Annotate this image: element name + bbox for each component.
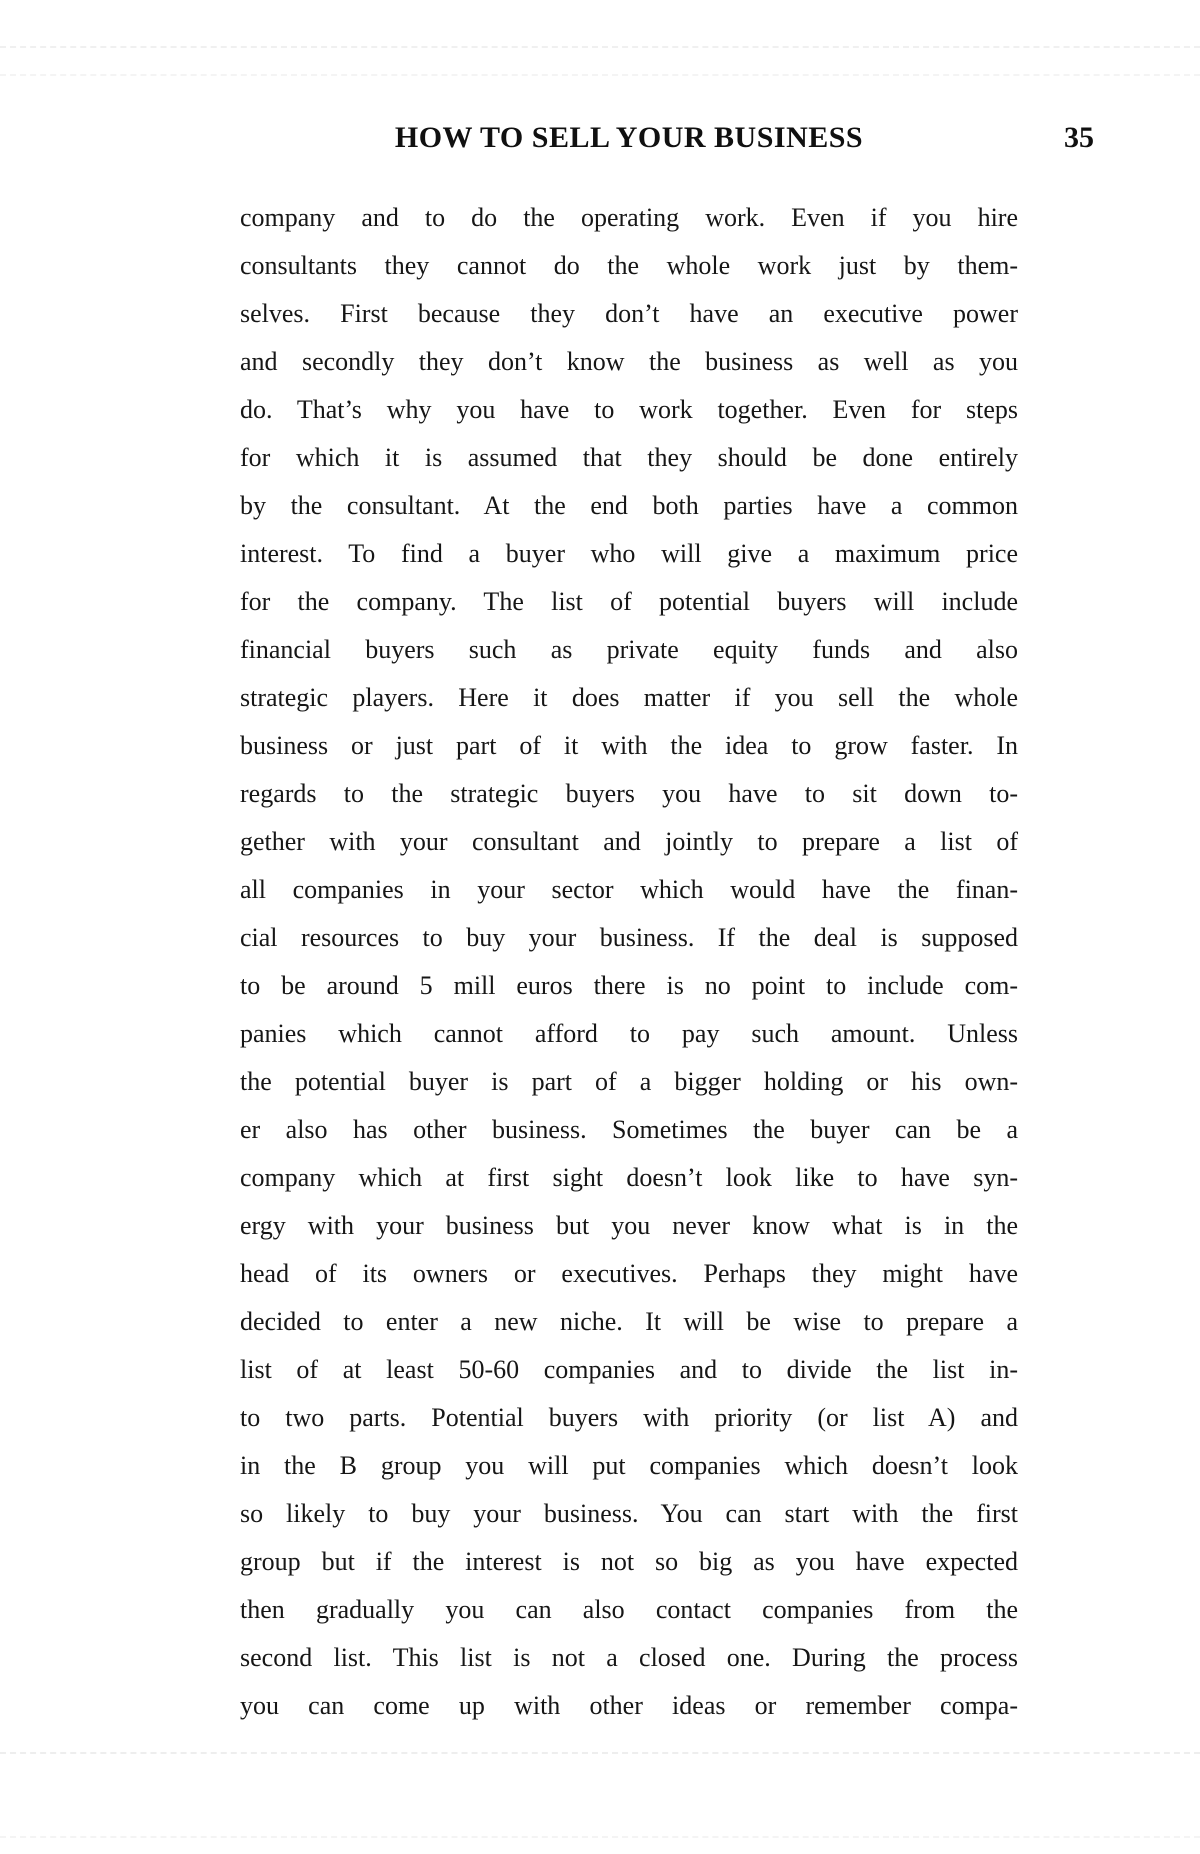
text-line: ergy with your business but you never know what is in the xyxy=(240,1211,1018,1240)
text-line: all companies in your sector which would have the finan- xyxy=(240,875,1018,904)
text-line: financial buyers such as private equity funds and also xyxy=(240,635,1018,664)
text-line: you can come up with other ideas or remember compa- xyxy=(240,1691,1018,1720)
text-line: panies which cannot afford to pay such amount. Unless xyxy=(240,1019,1018,1048)
text-line: gether with your consultant and jointly to prepare a list of xyxy=(240,827,1018,856)
scan-artifact-line xyxy=(0,46,1200,48)
text-line: cial resources to buy your business. If the deal is supposed xyxy=(240,923,1018,952)
text-line: head of its owners or executives. Perhaps they might have xyxy=(240,1259,1018,1288)
text-line: list of at least 50-60 companies and to divide the list in- xyxy=(240,1355,1018,1384)
text-line: business or just part of it with the idea to grow faster. In xyxy=(240,731,1018,760)
text-line: in the B group you will put companies which doesn’t look xyxy=(240,1451,1018,1480)
text-line: consultants they cannot do the whole work just by them- xyxy=(240,251,1018,280)
text-line: and secondly they don’t know the business as well as you xyxy=(240,347,1018,376)
body-text xyxy=(240,194,1018,1730)
scan-artifact-line xyxy=(0,1836,1200,1838)
text-line: interest. To find a buyer who will give a maximum price xyxy=(240,539,1018,568)
text-line: regards to the strategic buyers you have to sit down to- xyxy=(240,779,1018,808)
text-line: second list. This list is not a closed one. During the process xyxy=(240,1643,1018,1672)
running-header-title: HOW TO SELL YOUR BUSINESS xyxy=(394,121,864,154)
text-line: so likely to buy your business. You can start with the first xyxy=(240,1499,1018,1528)
text-line: company which at first sight doesn’t look like to have syn- xyxy=(240,1163,1018,1192)
text-line: for the company. The list of potential buyers will include xyxy=(240,587,1018,616)
text-line: do. That’s why you have to work together. Even for steps xyxy=(240,395,1018,424)
text-line: group but if the interest is not so big as you have expected xyxy=(240,1547,1018,1576)
text-line: decided to enter a new niche. It will be wise to prepare a xyxy=(240,1307,1018,1336)
text-line: to be around 5 mill euros there is no point to include com- xyxy=(240,971,1018,1000)
text-line: er also has other business. Sometimes the buyer can be a xyxy=(240,1115,1018,1144)
text-line: for which it is assumed that they should be done entirely xyxy=(240,443,1018,472)
text-line: by the consultant. At the end both parties have a common xyxy=(240,491,1018,520)
scan-artifact-line xyxy=(0,1752,1200,1754)
text-line: strategic players. Here it does matter if you sell the whole xyxy=(240,683,1018,712)
scan-artifact-line xyxy=(0,74,1200,76)
text-line: then gradually you can also contact companies from the xyxy=(240,1595,1018,1624)
text-line: to two parts. Potential buyers with priority (or list A) and xyxy=(240,1403,1018,1432)
text-line: company and to do the operating work. Even if you hire xyxy=(240,203,1018,232)
text-line: the potential buyer is part of a bigger holding or his own- xyxy=(240,1067,1018,1096)
text-line: selves. First because they don’t have an executive power xyxy=(240,299,1018,328)
page-number: 35 xyxy=(1064,121,1094,154)
